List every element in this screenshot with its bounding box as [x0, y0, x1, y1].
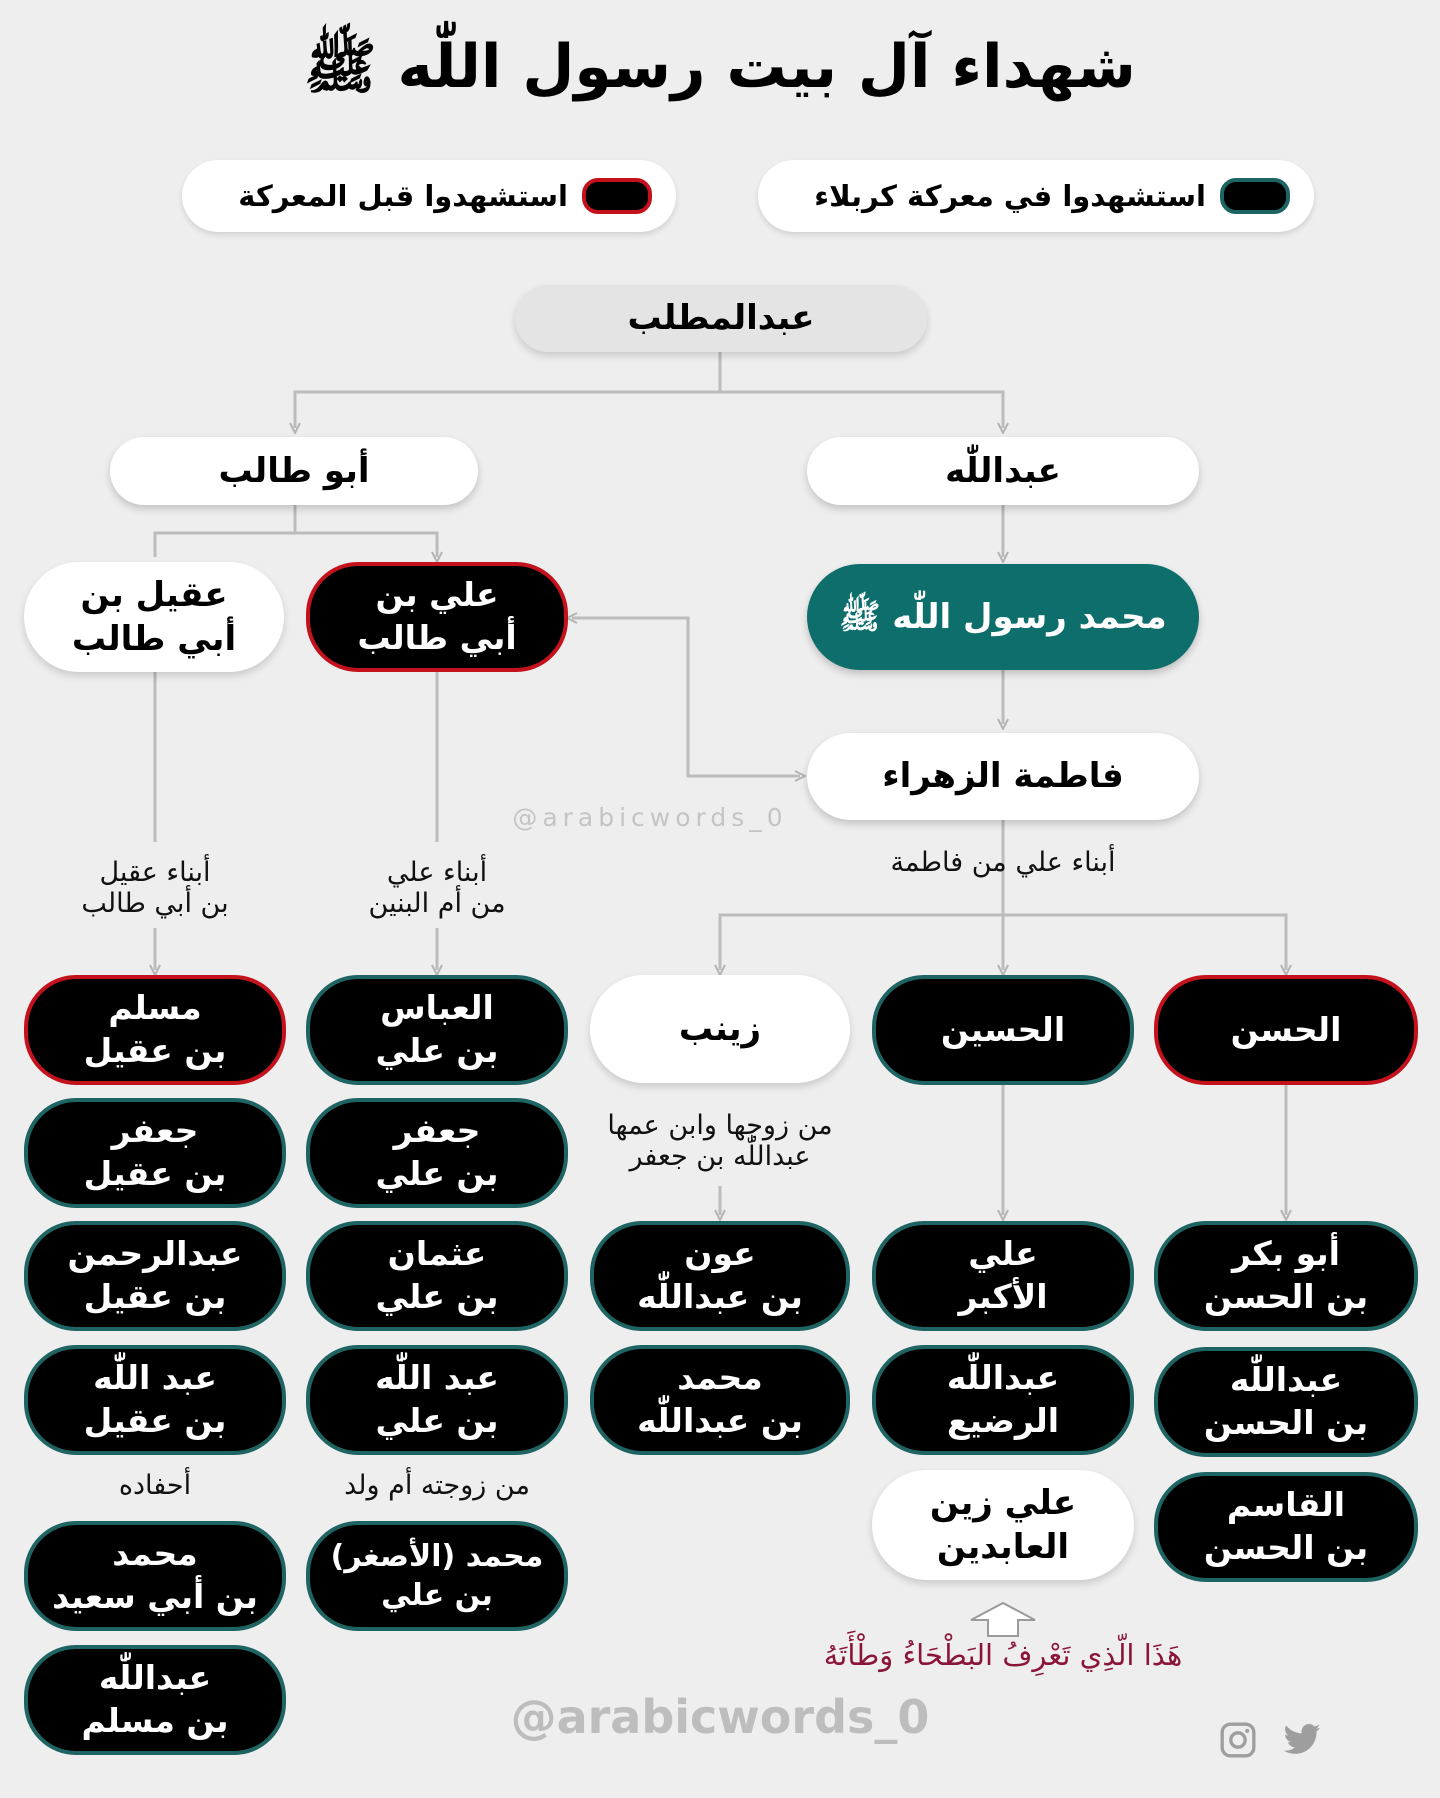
handle: @arabicwords_0 — [510, 1690, 930, 1744]
martyr-awn: عون بن عبداللّٰه — [590, 1221, 850, 1331]
martyr-qasim-hasan: القاسم بن الحسن — [1154, 1472, 1418, 1582]
legend-before — [182, 160, 676, 232]
label-sons-aqeel: أبناء عقيل بن أبي طالب — [81, 857, 229, 920]
label-sons-ali-ummalbanin: أبناء علي من أم البنين — [368, 857, 506, 920]
legend-before-label: استشهدوا قبل المعركة — [238, 179, 568, 213]
martyr-muhammad-asghar: محمد (الأصغر) بن علي — [306, 1521, 568, 1631]
label-zaynab-husband: من زوجها وابن عمها عبداللّٰه بن جعفر — [607, 1110, 833, 1173]
martyr-muhammad-abisaeed: محمد بن أبي سعيد — [24, 1521, 286, 1631]
martyr-ali-akbar: علي الأكبر — [872, 1221, 1134, 1331]
node-abdullah: عبداللّٰه — [807, 437, 1199, 505]
node-husayn: الحسين — [872, 975, 1134, 1085]
label-sons-ali-fatima: أبناء علي من فاطمة — [890, 847, 1116, 878]
martyr-abdulrahman-aqeel: عبدالرحمن بن عقيل — [24, 1221, 286, 1331]
legend-karbala-swatch — [1220, 178, 1290, 214]
legend-before-swatch — [582, 178, 652, 214]
page-title: شهداء آل بيت رسول اللّٰه ﷺ — [304, 32, 1136, 102]
instagram-icon-glyph[interactable] — [1218, 1720, 1258, 1760]
martyr-uthman-ali: عثمان بن علي — [306, 1221, 568, 1331]
node-muhammad: محمد رسول اللّٰه ﷺ — [807, 564, 1199, 670]
martyr-abdullah-ali: عبد اللّٰه بن علي — [306, 1345, 568, 1455]
node-hasan: الحسن — [1154, 975, 1418, 1085]
martyr-abbas: العباس بن علي — [306, 975, 568, 1085]
legend-karbala — [758, 160, 1314, 232]
quote: هَذَا الّذِي تَعْرِفُ البَطْحَاءُ وَطْأَتَهُ — [823, 1638, 1183, 1672]
watermark: @arabicwords_0 — [512, 803, 788, 832]
label-ali-umm-walad: من زوجته أم ولد — [344, 1470, 530, 1501]
legend-karbala-label: استشهدوا في معركة كربلاء — [814, 179, 1206, 213]
node-zayn-alabidin: علي زين العابدين — [872, 1470, 1134, 1580]
martyr-abubakr-hasan: أبو بكر بن الحسن — [1154, 1221, 1418, 1331]
martyr-jafar-ali: جعفر بن علي — [306, 1098, 568, 1208]
martyr-jafar-aqeel: جعفر بن عقيل — [24, 1098, 286, 1208]
node-aqeel: عقيل بن أبي طالب — [24, 562, 284, 672]
martyr-abdullah-hasan: عبداللّٰه بن الحسن — [1154, 1347, 1418, 1457]
twitter-icon[interactable] — [1280, 1720, 1324, 1760]
node-fatima: فاطمة الزهراء — [807, 733, 1199, 820]
node-zaynab: زينب — [590, 975, 850, 1083]
martyr-muslim: مسلم بن عقيل — [24, 975, 286, 1085]
martyr-abdullah-muslim: عبداللّٰه بن مسلم — [24, 1645, 286, 1755]
node-abdulmuttalib: عبدالمطلب — [515, 285, 927, 352]
instagram-icon[interactable] — [1280, 1720, 1281, 1721]
martyr-muhammad-abdullah: محمد بن عبداللّٰه — [590, 1345, 850, 1455]
node-abutalib: أبو طالب — [110, 437, 478, 505]
node-ali: علي بن أبي طالب — [306, 562, 568, 672]
martyr-abdullah-radhi: عبداللّٰه الرضيع — [872, 1345, 1134, 1455]
martyr-abdullah-aqeel: عبد اللّٰه بن عقيل — [24, 1345, 286, 1455]
label-grandsons: أحفاده — [118, 1470, 192, 1501]
